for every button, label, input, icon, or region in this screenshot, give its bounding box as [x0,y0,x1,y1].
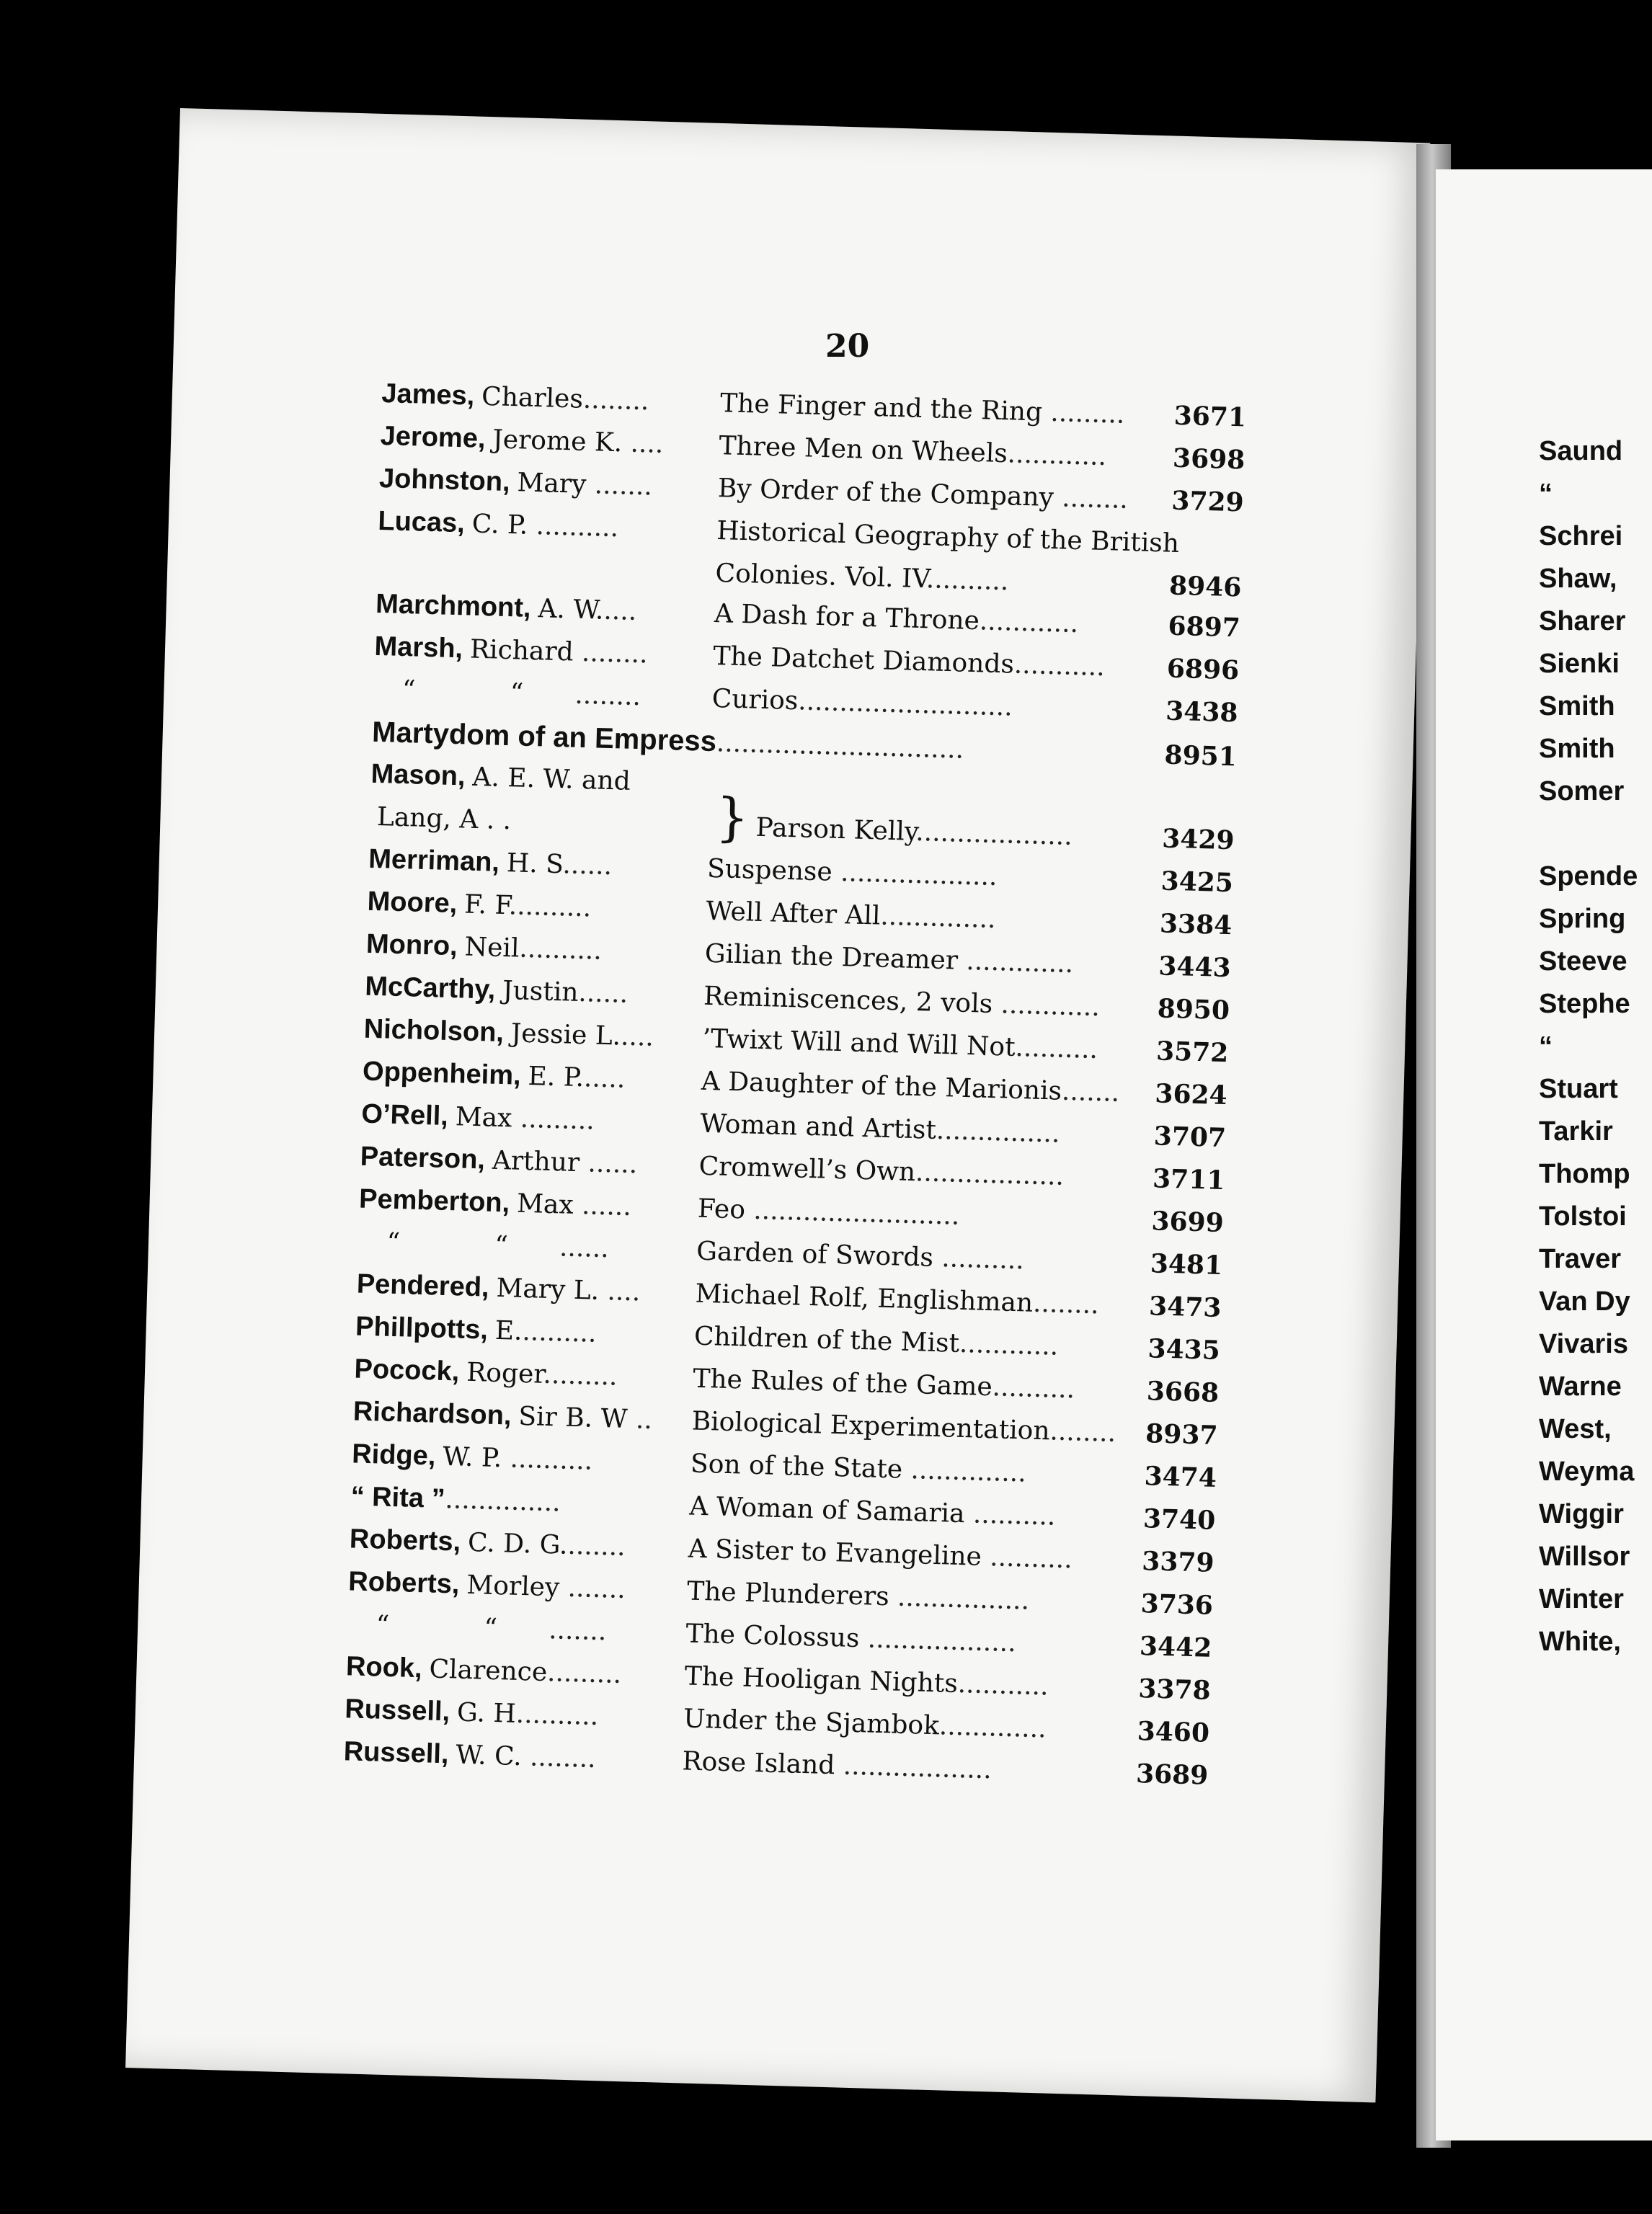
author-given-name: W. C. [455,1740,523,1772]
dot-leader: .................. [858,1624,1017,1658]
author-given-name: Justin [502,976,579,1008]
dot-leader: ............... [936,1115,1061,1149]
dot-leader: ........ [1053,483,1129,515]
dot-leader: .......................... [797,686,1013,722]
entry-number: 3668 [1146,1376,1220,1408]
dot-leader: ...... [573,1190,632,1222]
author-given-name: Charles [481,381,584,414]
dot-leader: ........ [1049,1416,1116,1448]
dot-leader: .......... [981,1542,1073,1575]
entry-number [1156,804,1235,806]
author-given-name: W. P. [442,1441,502,1474]
facing-page-name: Saund [1539,436,1623,466]
facing-page-name: Stuart [1539,1074,1618,1104]
entry-title: Gilian the Dreamer [704,938,959,976]
entry-number: 3699 [1150,1206,1225,1239]
dot-leader: ......... [511,1103,595,1136]
dot-leader: .................. [834,1751,992,1785]
entry-number: 3429 [1161,823,1235,856]
author-surname: Moore, [367,886,458,920]
dot-leader: ............. [938,1711,1047,1744]
entry-title: Biological Experimentation [691,1406,1051,1446]
dot-leader: ........ [566,680,641,712]
entry-number: 3572 [1155,1036,1229,1069]
entry-number: 3671 [1173,400,1247,433]
facing-page-name: “ [1539,479,1553,509]
entry-number: 3379 [1141,1546,1215,1578]
author-surname: Russell, [343,1736,450,1770]
entry-title: Woman and Artist [699,1108,937,1145]
entry-title: The Finger and the Ring [719,388,1043,427]
dot-leader: .............................. [716,728,964,765]
entry-title: Curios [711,683,799,716]
entry-title: The Colossus [685,1619,860,1654]
entry-title: ’Twixt Will and Will Not [702,1023,1016,1062]
entry-title: Rose Island [682,1746,835,1781]
author-given-name: Richard [469,634,574,667]
entry-number: 3707 [1153,1121,1227,1154]
author-surname: Jerome, [380,420,487,455]
dot-leader: ............ [992,990,1101,1023]
dot-leader: ............ [959,1328,1059,1361]
facing-page-name: Willsor [1539,1542,1630,1572]
author-surname: Ridge, [351,1439,436,1472]
author-surname: Roberts, [349,1524,461,1557]
entry-title: Suspense [706,853,833,887]
entry-title: The Rules of the Game [692,1364,993,1402]
entry-author [376,572,715,582]
facing-page-name: Van Dy [1539,1286,1630,1317]
author-given-name: Lang, A . . [376,802,512,836]
entry-number: 3698 [1172,443,1245,476]
author-surname: Lucas, [377,505,466,539]
entry-number: 3438 [1165,695,1239,729]
dot-leader: ....... [567,1530,626,1562]
author-surname: Rook, [345,1651,423,1684]
facing-page-name: Shaw, [1539,564,1617,594]
entry-title: The Hooligan Nights [684,1661,959,1699]
author-given-name: Sir B. W [518,1401,629,1435]
entry-title: A Sister to Evangeline [688,1534,982,1572]
facing-page-name: Schrei [1539,521,1623,551]
entry-title: A Woman of Samaria [688,1491,966,1529]
entry-number: 8950 [1157,993,1230,1026]
facing-page-names [1539,436,1638,1669]
entry-title: By Order of the Company [717,474,1054,513]
entry-number: 8951 [1164,739,1238,773]
author-surname: Richardson, [352,1396,512,1431]
entry-title: Cromwell’s Own [698,1151,916,1188]
facing-page-name: Wiggir [1539,1499,1624,1529]
author-surname: Marchmont, [375,588,532,623]
entry-title-area [709,792,1156,804]
catalogue-list [343,378,1247,1803]
entry-number: 8937 [1145,1418,1219,1451]
dot-leader: ....... [1061,1076,1120,1108]
ditto-marks: “ “ [376,1610,541,1645]
dot-leader: .... [598,1276,641,1307]
entry-number: 3740 [1142,1503,1216,1536]
facing-page-name: Weyma [1539,1457,1635,1487]
author-given-name: A. W. [537,594,605,626]
dot-leader: ................... [832,857,998,892]
dot-leader: ........ [521,1742,597,1774]
author-given-name: E. P. [528,1062,585,1093]
entry-title: The Plunderers [686,1576,890,1612]
entry-number: 3384 [1159,908,1233,941]
entry-title: Feo [697,1193,746,1225]
dot-leader: .............. [879,901,997,935]
author-given-name: Roger [466,1357,544,1390]
author-surname: “ Rita ” [350,1481,446,1515]
dot-leader: .......... [925,564,1009,597]
entry-title: Historical Geography of the British [716,516,1180,559]
dot-leader: ...... [579,1148,638,1180]
brace-symbol: } [715,786,750,848]
entry-title: Garden of Swords [696,1236,934,1273]
ditto-marks: “ “ [401,675,567,710]
dot-leader: ........ [582,384,649,417]
author-surname: Roberts, [347,1566,461,1600]
dot-leader: ............ [979,606,1079,639]
entry-number: 3378 [1137,1673,1212,1706]
entry-number: 6897 [1168,610,1241,644]
dot-leader: ...... [561,850,613,881]
dot-leader: .................. [915,1157,1065,1191]
dot-leader: .......... [933,1242,1025,1276]
entry-title: Michael Rolf, Englishman [695,1279,1034,1318]
author-surname: O’Rell, [360,1098,449,1132]
facing-page-name: Spende [1539,861,1638,892]
dot-leader: ............. [957,946,1074,979]
entry-title: Under the Sjambok [683,1704,940,1741]
dot-leader: ...... [577,977,629,1009]
author-given-name: F. F [463,889,510,921]
author-given-name: Jessie L. [510,1018,621,1052]
author-surname: Pendered, [356,1268,490,1303]
author-surname: McCarthy, [364,971,496,1005]
entry-number: 3736 [1140,1588,1214,1621]
facing-page-name: Stephe [1539,989,1630,1019]
facing-page-name: Warne [1539,1371,1622,1402]
author-given-name: Arthur [492,1145,580,1178]
dot-leader: .............. [444,1485,561,1518]
dot-leader: ....... [540,1614,607,1647]
author-given-name: Neil [464,932,520,964]
entry-title: Well After All [705,896,881,931]
author-given-name: C. P. [471,509,528,541]
dot-leader: .......... [518,933,603,966]
author-given-name: A. E. W. and [471,762,631,796]
entry-title: Three Men on Wheels [718,431,1008,469]
dot-leader: .......... [964,1499,1056,1531]
facing-page-name: Vivaris [1539,1329,1628,1359]
dot-leader: .......... [508,891,592,923]
dot-leader: ......................... [745,1195,960,1231]
author-surname: Pemberton, [358,1183,510,1219]
entry-number: 3443 [1158,951,1232,984]
dot-leader: ......... [546,1658,622,1689]
dot-leader: ....... [585,469,653,502]
author-surname: Nicholson, [363,1013,505,1049]
dot-leader: .......... [515,1699,599,1732]
facing-page-name [1539,819,1638,861]
facing-page-name: Winter [1539,1584,1624,1614]
dot-leader: ............ [1007,439,1107,472]
dot-leader: ................ [889,1582,1030,1616]
facing-page-name: Tarkir [1539,1116,1613,1147]
author-surname: Oppenheim, [362,1056,522,1091]
author-given-name: Mary [517,468,587,499]
entry-number: 8946 [1168,570,1242,603]
facing-page-name: Traver [1539,1244,1622,1274]
facing-page-name: White, [1539,1627,1621,1657]
dot-leader: .......... [527,510,619,543]
author-given-name: E. [494,1315,523,1346]
dot-leader: ........ [573,637,649,670]
facing-page-name: Sharer [1539,606,1626,636]
author-given-name: Clarence [429,1654,548,1688]
author-given-name: Max [516,1188,574,1220]
entry-title: A Daughter of the Marionis [701,1066,1062,1106]
dot-leader: .... [621,428,664,459]
dot-leader: ........... [957,1669,1049,1702]
entry-number: 3481 [1150,1248,1223,1281]
facing-page-name: “ [1539,1031,1553,1062]
author-surname: Paterson, [360,1141,486,1175]
author-surname: Johnston, [378,463,511,498]
dot-leader: .......... [992,1372,1075,1405]
entry-title: The Datchet Diamonds [712,641,1015,680]
author-given-name: Max [455,1102,512,1134]
entry-number: 3460 [1137,1715,1210,1748]
dot-leader: ....... [559,1573,626,1605]
entry-number: 3474 [1144,1461,1217,1493]
facing-page-name: Thomp [1539,1159,1630,1189]
entry-title: A Dash for a Throne [714,599,980,636]
entry-number: 3435 [1147,1333,1221,1366]
facing-page-name: Spring [1539,904,1626,934]
author-surname: Russell, [344,1694,450,1728]
author-given-name: H. S [506,848,564,880]
author-given-name: Morley [466,1570,560,1603]
dot-leader: ................... [915,817,1073,851]
author-surname: Pocock, [354,1353,460,1387]
dot-leader: ......... [1042,397,1126,430]
entry-number: 3689 [1135,1758,1209,1791]
author-surname: James, [381,378,475,412]
dot-leader: ..... [583,1063,626,1094]
dot-leader: ......... [521,1316,598,1348]
dot-leader: .......... [501,1444,593,1476]
author-given-name: G. H [456,1697,517,1729]
dot-leader: .... [620,1021,654,1052]
entry-title: Parson Kelly [755,812,916,847]
entry-title: Children of the Mist [693,1321,960,1359]
entry-number: 3711 [1152,1163,1225,1196]
dot-leader: ...... [551,1232,610,1264]
facing-page-name: Somer [1539,776,1625,806]
dot-leader: .. [627,1405,653,1436]
dot-leader: ......... [543,1359,618,1392]
dot-leader: .......... [1015,1032,1098,1065]
page-number: 20 [825,328,870,365]
author-given-name: Jerome K. [492,424,623,458]
facing-page-name: Smith [1539,691,1615,721]
facing-page-name: Sienki [1539,649,1620,679]
author-surname: Monro, [365,928,458,962]
dot-leader: ........... [1013,649,1106,683]
entry-number: 6896 [1166,653,1240,686]
dot-leader: .............. [902,1454,1027,1488]
author-given-name: C. D. G. [467,1527,569,1560]
dot-leader: ........ [1032,1288,1100,1320]
entry-number: 3729 [1171,485,1245,518]
facing-page-name: Tolstoi [1539,1201,1627,1232]
author-surname: Marsh, [374,631,463,664]
facing-page-name: Steeve [1539,946,1627,977]
author-given-name: Mary L. [495,1273,600,1306]
entry-number: 3442 [1139,1631,1212,1663]
entry-title: Reminiscences, 2 vols [703,981,993,1019]
entry-number: 3425 [1160,866,1234,899]
author-surname: Phillpotts, [355,1311,489,1346]
author-surname: Mason, [370,758,466,792]
facing-page-name: Smith [1539,734,1615,764]
entry-title: Son of the State [690,1449,903,1485]
entry-number: 3624 [1154,1078,1228,1111]
facing-page-name: West, [1539,1414,1612,1444]
entry-number: 3473 [1148,1291,1222,1324]
author-surname: Merriman, [368,843,500,878]
entry-heading: Martydom of an Empress [371,716,717,758]
dot-leader: .... [603,595,637,626]
ditto-marks: “ “ [386,1227,552,1263]
entry-title: Colonies. Vol. IV [715,559,927,595]
